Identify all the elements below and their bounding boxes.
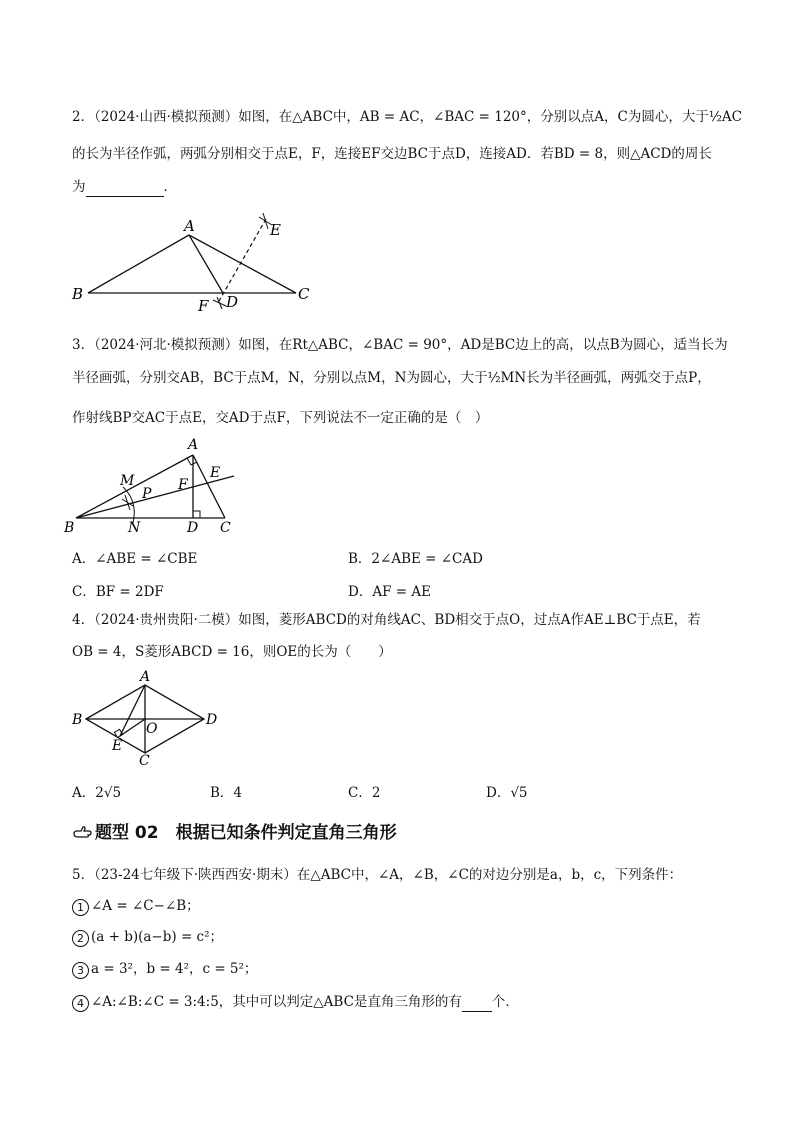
q3-option-b[interactable]: B．2∠ABE = ∠CAD [348,551,483,567]
label-M: M [120,473,135,489]
q4-option-d[interactable]: D．√5 [486,785,528,801]
q2-figure [60,205,330,317]
q5-item-3 [72,960,257,979]
answer-blank[interactable] [462,993,492,1012]
label-F: F [178,477,188,493]
q4-option-c[interactable]: C．2 [348,785,381,801]
q3-line-2: 半径画弧，分别交AB，BC于点M，N，分别以点M，N为圆心，大于½MN长为半径画弧，两弧交于点P， [72,370,711,386]
label-E: E [210,465,221,481]
q3-figure [60,433,250,539]
segment-AC [189,235,296,293]
label-C: C [298,285,310,303]
label-E: E [112,738,123,754]
q5-item-1 [72,897,200,916]
label-D: D [206,712,218,728]
q2-line-2: 的长为半径作弧，两弧分别相交于点E，F，连接EF交边BC于点D，连接AD．若BD = 8，则△ACD的周长 [72,146,712,162]
label-D: D [226,293,239,311]
arc-mark-F [213,297,226,309]
label-A: A [188,437,199,453]
segment-EF-dashed [219,219,266,301]
q3-option-c[interactable]: C．BF = 2DF [72,584,164,600]
answer-blank[interactable] [86,178,164,197]
label-D: D [187,520,199,536]
label-B: B [64,520,75,536]
q4-figure [60,668,230,770]
q4-line-2: OB = 4，S菱形ABCD = 16，则OE的长为（ ） [72,644,392,660]
q5-line-1: 5．（23-24七年级下·陕西西安·期末）在△ABC中，∠A，∠B，∠C的对边分别是a，b，c，下列条件： [72,867,683,883]
item-text-4: ∠A:∠B:∠C = 3:4:5，其中可以判定△ABC是直角三角形的有 [91,994,462,1010]
q3-option-a[interactable]: A．∠ABE = ∠CBE [72,551,198,567]
right-angle-D [193,511,200,518]
item-text-1: ∠A = ∠C−∠B； [91,898,200,914]
label-C: C [139,753,150,769]
item-number-2: 2 [72,930,89,947]
section-title: 题型 02 根据已知条件判定直角三角形 [95,823,397,843]
label-P: P [142,486,152,502]
item-number-1: 1 [72,899,89,916]
segment-AB [88,235,189,293]
ray-BP [76,476,234,518]
item-text-3: a = 3²，b = 4²，c = 5²； [91,961,258,977]
item-text-2: (a + b)(a−b) = c²； [91,929,224,945]
q2-end: ． [163,179,177,195]
q2-line-3-text: 为 [72,179,86,195]
label-B: B [72,712,83,728]
q3-line-1: 3．（2024·河北·模拟预测）如图，在Rt△ABC，∠BAC = 90°，AD是BC边上的高，以点B为圆心，适当长为 [72,337,728,353]
q2-line-3 [72,178,177,197]
section-heading [72,818,397,843]
label-A: A [184,217,195,235]
q4-option-a[interactable]: A．2√5 [72,785,122,801]
label-C: C [220,520,231,536]
q5-item-2 [72,928,223,947]
q3-line-3: 作射线BP交AC于点E，交AD于点F，下列说法不一定正确的是（ ） [72,410,489,426]
label-F: F [198,297,209,315]
label-O: O [146,721,158,737]
item-number-3: 3 [72,962,89,979]
label-E: E [270,221,281,239]
item-number-4: 4 [72,995,89,1012]
label-B: B [72,285,84,303]
q4-option-b[interactable]: B．4 [210,785,243,801]
q2-line-1: 2．（2024·山西·模拟预测）如图，在△ABC中，AB = AC，∠BAC = 120°，分别以点A，C为圆心，大于½AC [72,109,743,125]
q4-line-1: 4．（2024·贵州贵阳·二模）如图，菱形ABCD的对角线AC、BD相交于点O，过点A作AE⊥BC于点E，若 [72,612,701,628]
label-N: N [128,520,141,536]
q3-option-d[interactable]: D．AF = AE [348,584,431,600]
pointing-hand-icon [72,824,92,840]
label-A: A [140,669,151,685]
q5-item-4 [72,993,519,1012]
q5-end: 个． [491,994,519,1010]
